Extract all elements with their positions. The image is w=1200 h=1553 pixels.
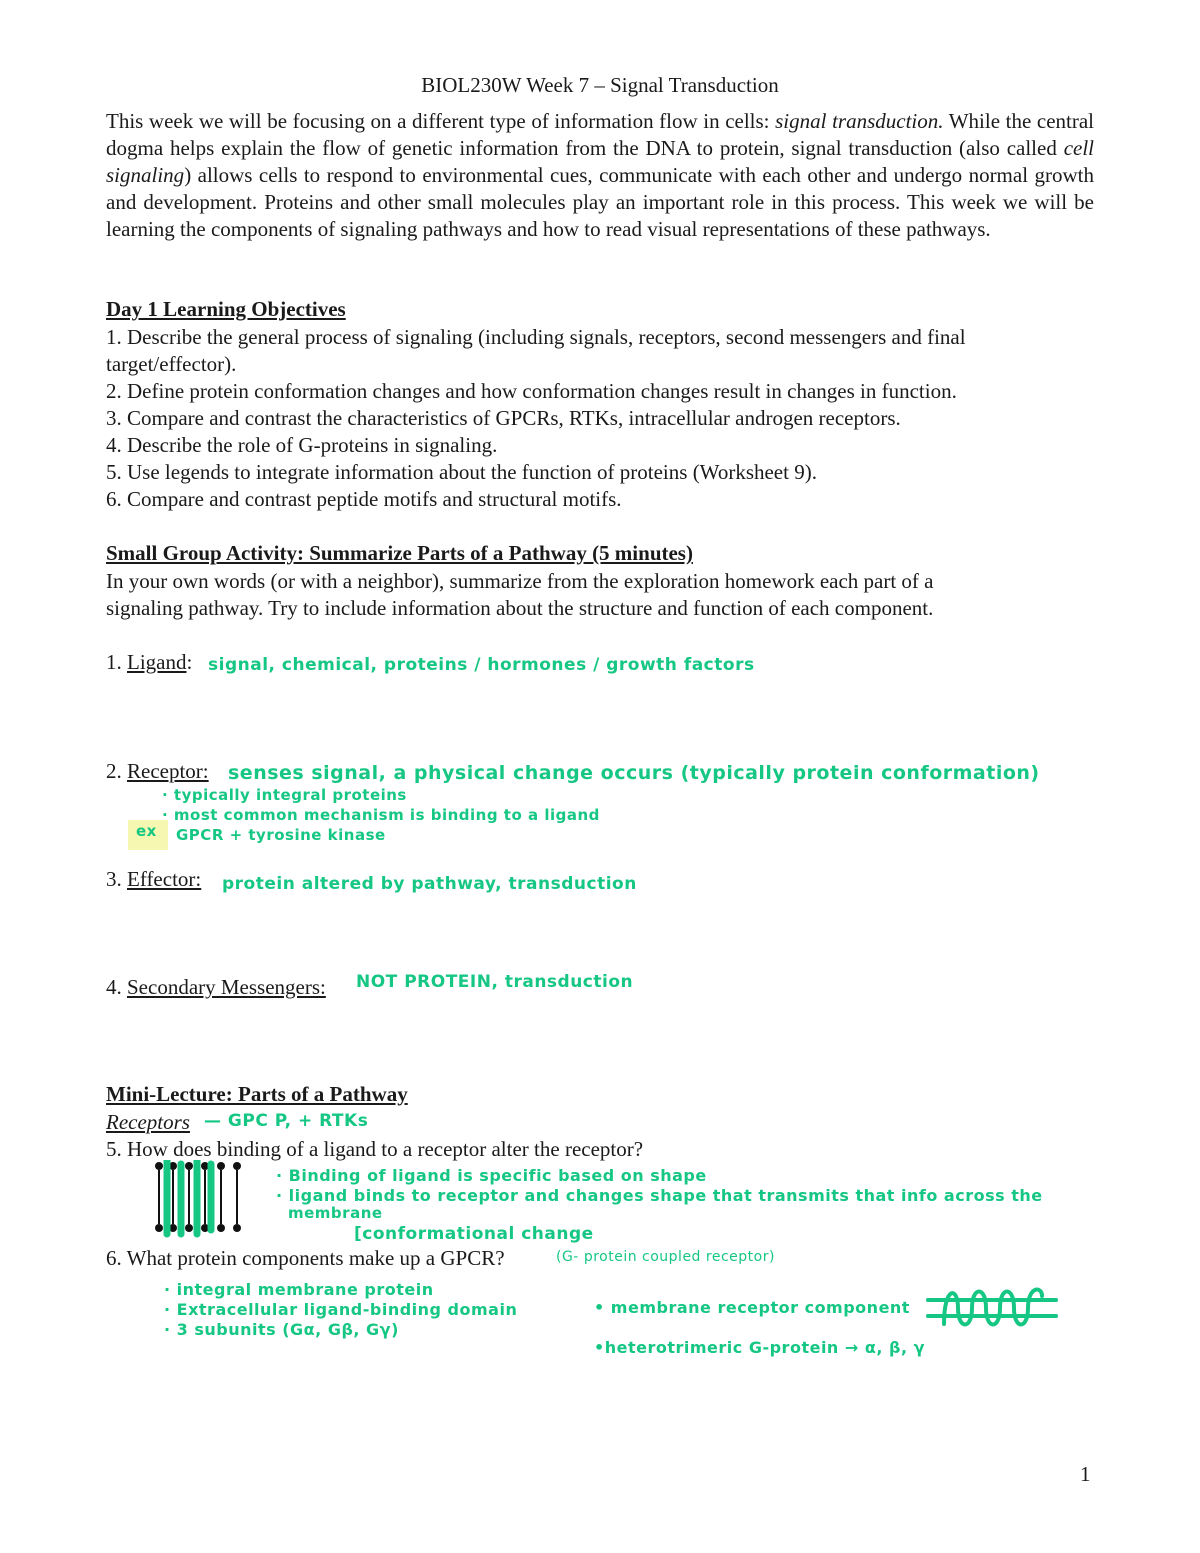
gpcr-expansion: (G- protein coupled receptor) <box>556 1249 775 1265</box>
ligand-answer: signal, chemical, proteins / hormones / growth factors <box>208 655 755 675</box>
ligand-prompt <box>106 649 192 676</box>
question-5: 5. How does binding of a ligand to a receptor alter the receptor? <box>106 1137 644 1161</box>
q6-note: • membrane receptor component <box>594 1298 910 1317</box>
page-number: 1 <box>1080 1462 1091 1486</box>
receptor-label: Receptor: <box>127 759 209 783</box>
objectives-heading: Day 1 Learning Objectives <box>106 297 346 321</box>
q6-note: · 3 subunits (Gα, Gβ, Gγ) <box>164 1320 399 1339</box>
intro-text-1: This week we will be focusing on a different type of information flow in cells: <box>106 109 776 133</box>
page-title: BIOL230W Week 7 – Signal Transduction <box>421 73 779 97</box>
receptor-number: 2. <box>106 759 127 783</box>
activity-instructions: In your own words (or with a neighbor), summarize from the exploration homework each part of a <box>106 569 934 593</box>
ligand-number: 1. <box>106 650 127 674</box>
intro-text-2: While the central dogma helps explain the flow of genetic information from the DNA to protein, signal transduction (also called <box>106 109 1095 160</box>
ligand-label: Ligand <box>127 650 187 674</box>
objective-item: target/effector). <box>106 352 237 376</box>
q6-note: · integral membrane protein <box>164 1280 434 1299</box>
objective-item: 1. Describe the general process of signaling (including signals, receptors, second messengers and final <box>106 325 966 349</box>
effector-label: Effector: <box>127 867 202 891</box>
objective-item: 6. Compare and contrast peptide motifs and structural motifs. <box>106 487 622 511</box>
q6-note: · Extracellular ligand-binding domain <box>164 1300 518 1319</box>
q5-note: [conformational change <box>354 1224 594 1244</box>
ligand-colon: : <box>186 650 193 674</box>
intro-paragraph <box>106 108 1094 243</box>
messengers-answer: NOT PROTEIN, transduction <box>356 972 634 992</box>
q5-note: membrane <box>288 1204 383 1222</box>
receptor-note: · most common mechanism is binding to a ligand <box>162 806 600 824</box>
gpcr-sketch <box>926 1284 1058 1332</box>
q5-note: · Binding of ligand is specific based on shape <box>276 1166 707 1185</box>
membrane-receptor-sketch <box>145 1160 255 1238</box>
receptor-note: GPCR + tyrosine kinase <box>176 826 386 844</box>
messengers-number: 4. <box>106 975 127 999</box>
receptor-answer: senses signal, a physical change occurs (typically protein conformation) <box>228 762 1040 784</box>
q6-note: •heterotrimeric G-protein → α, β, γ <box>594 1338 925 1357</box>
messengers-prompt <box>106 974 326 1001</box>
activity-heading: Small Group Activity: Summarize Parts of a Pathway (5 minutes) <box>106 541 693 565</box>
objective-item: 3. Compare and contrast the characteristics of GPCRs, RTKs, intracellular androgen receptors. <box>106 406 901 430</box>
q5-note: · ligand binds to receptor and changes shape that transmits that info across the <box>276 1186 1043 1205</box>
receptor-note: · typically integral proteins <box>162 786 407 804</box>
receptor-example-mark: ex <box>136 822 157 840</box>
receptors-text: Receptors <box>106 1110 190 1134</box>
messengers-label: Secondary Messengers: <box>127 975 326 999</box>
receptor-prompt <box>106 758 209 785</box>
intro-emphasis-1: signal transduction. <box>775 109 944 133</box>
objective-item: 2. Define protein conformation changes and how conformation changes result in changes in function. <box>106 379 957 403</box>
effector-answer: protein altered by pathway, transduction <box>222 874 637 894</box>
lecture-heading: Mini-Lecture: Parts of a Pathway <box>106 1082 408 1106</box>
effector-number: 3. <box>106 867 127 891</box>
activity-instructions: signaling pathway. Try to include information about the structure and function of each component. <box>106 596 934 620</box>
intro-emphasis-2: cell signaling <box>106 136 1094 187</box>
objective-item: 5. Use legends to integrate information about the function of proteins (Worksheet 9). <box>106 460 817 484</box>
intro-text-3: ) allows cells to respond to environmental cues, communicate with each other and undergo normal growth and development. Proteins and other small molecules play an important role in this process. This week we will be learning the components of signaling pathways and how to read visual representations of these pathways. <box>106 163 1094 241</box>
effector-prompt <box>106 866 201 893</box>
objective-item: 4. Describe the role of G-proteins in signaling. <box>106 433 498 457</box>
receptors-label <box>106 1109 190 1136</box>
receptors-answer: — GPC P, + RTKs <box>204 1111 369 1131</box>
question-6: 6. What protein components make up a GPCR? <box>106 1246 505 1270</box>
